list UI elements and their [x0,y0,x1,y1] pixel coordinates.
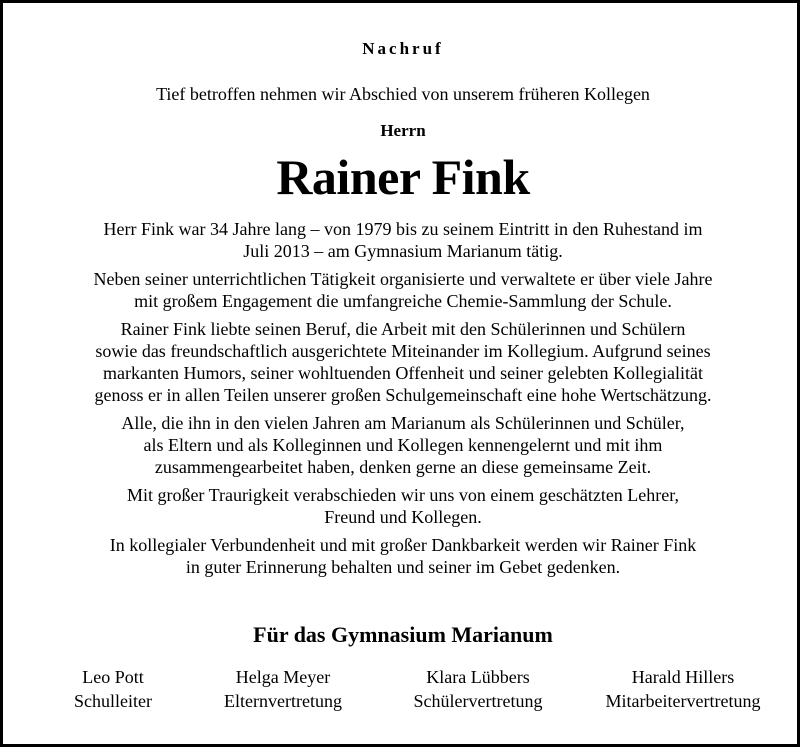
text-line: Neben seiner unterrichtlichen Tätigkeit organisierte und verwaltete er über viele Jahre [93,269,713,289]
text-line: Freund und Kollegen. [324,507,482,527]
paragraph-character [23,318,783,406]
signatory-name: Helga Meyer [235,667,331,687]
paragraph-farewell [23,484,783,528]
text-line: In kollegialer Verbundenheit und mit großer Dankbarkeit werden wir Rainer Fink [109,535,697,555]
obituary-body [23,218,783,584]
text-line: Herr Fink war 34 Jahre lang – von 1979 bis zu seinem Eintritt in den Ruhestand im [103,219,703,239]
text-line: markanten Humors, seiner wohltuenden Offenheit und seiner gelebten Kollegialität [103,363,703,383]
signatory-role: Schülervertretung [413,691,543,711]
text-line: Juli 2013 – am Gymnasium Marianum tätig. [243,241,563,261]
text-line: Mit großer Traurigkeit verabschieden wir uns von einem geschätzten Lehrer, [126,485,680,505]
text-line: genoss er in allen Teilen unserer großen Schulgemeinschaft eine hohe Wertschätzung. [94,385,712,405]
text-line: zusammengearbeitet haben, denken gerne an diese gemeinsame Zeit. [154,457,652,477]
text-line: Rainer Fink liebte seinen Beruf, die Arbeit mit den Schülerinnen und Schülern [120,319,686,339]
signatory-role: Schulleiter [74,691,152,711]
signatory [583,665,783,713]
text-line: als Eltern und als Kolleginnen und Kollegen kennengelernt und mit ihm [143,435,663,455]
honorific: Herrn [380,121,426,140]
paragraph-memories [23,412,783,478]
signatory [383,665,573,713]
signatory-name: Harald Hillers [631,667,735,687]
signatory [23,665,203,713]
signatory-name: Leo Pott [82,667,144,687]
text-line: Alle, die ihn in den vielen Jahren am Marianum als Schülerinnen und Schüler, [121,413,685,433]
paragraph-closing [23,534,783,578]
paragraph-engagement [23,268,783,312]
signatory-role: Elternvertretung [224,691,342,711]
intro-text: Tief betroffen nehmen wir Abschied von unserem früheren Kollegen [156,84,650,104]
text-line: sowie das freundschaftlich ausgerichtete Miteinander im Kollegium. Aufgrund seines [95,341,711,361]
organization-name: Für das Gymnasium Marianum [253,622,553,647]
text-line: in guter Erinnerung behalten und seiner im Gebet gedenken. [185,557,621,577]
signatory-role: Mitarbeitervertretung [605,691,761,711]
obituary-header: Nachruf [362,39,444,58]
paragraph-service [23,218,783,262]
signatory [193,665,373,713]
text-line: mit großem Engagement die umfangreiche Chemie-Sammlung der Schule. [134,291,672,311]
deceased-name: Rainer Fink [276,149,530,205]
signatory-name: Klara Lübbers [426,667,530,687]
